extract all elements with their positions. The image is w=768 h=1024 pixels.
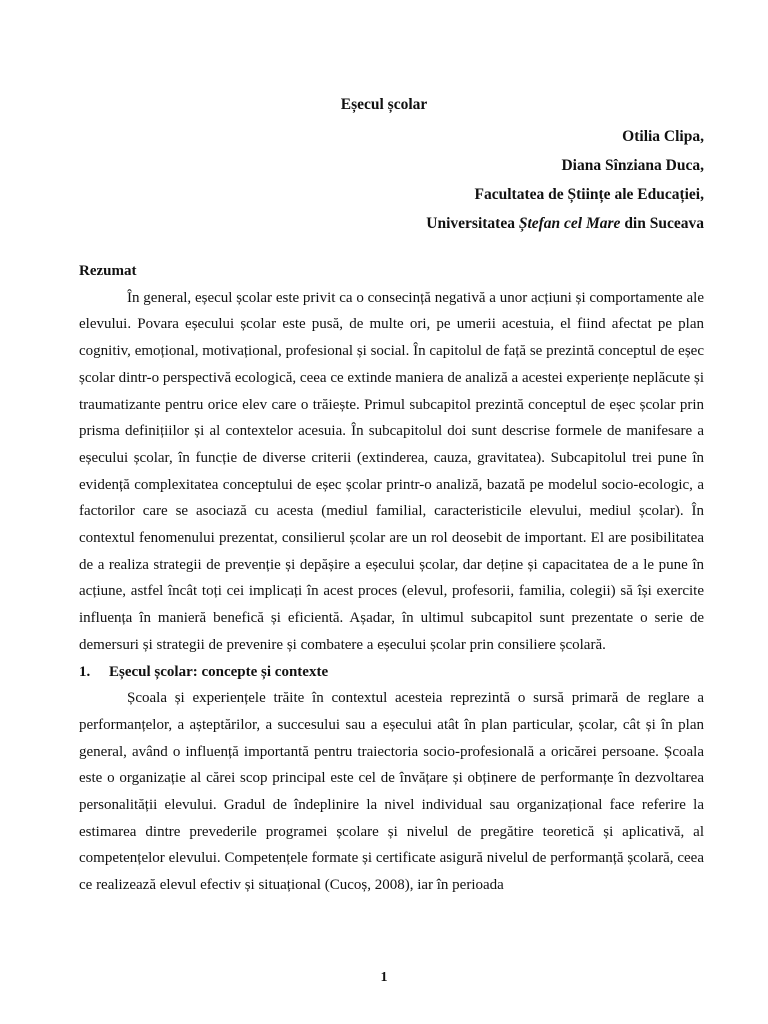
abstract-paragraph: În general, eșecul școlar este privit ca o consecință negativă a unor acțiuni și comportamente ale elevului. Povara eșecului școlar este pusă, de multe ori, pe umerii acestuia, el fiind afectat pe plan cognitiv, emoțional, motivațional, profesional și social. În capitolul de față se prezintă conceptul de eșec școlar dintr-o perspectivă ecologică, ceea ce extinde maniera de analiză a acestei experiențe neplăcute și traumatizante pentru orice elev care o trăiește. Primul subcapitol prezintă conceptul de eșec școlar prin prisma definițiilor și al contextelor acesuia. În subcapitolul doi sunt descrise formele de manifesare a eșecului școlar, în funcție de diverse criterii (extinderea, cauza, gravitatea). Subcapitolul trei pune în evidență complexitatea conceptului de eșec școlar printr-o analiză, bazată pe modelul socio-ecologic, a factorilor care se asociază cu acesta (mediul familial, caracteristicile elevului, mediul școlar). În contextul fenomenului prezentat, consilierul școlar are un rol deosebit de important. El are posibilitatea de a realiza strategii de prevenție și depășire a eșecului școlar, dar deține și capacitatea de a le pune în acțiune, astfel încât toți cei implicați în acest proces (elevul, profesorii, familia, colegii) să își exercite influența în manieră benefică și eficientă. Așadar, în ultimul subcapitol sunt prezentate o serie de demersuri și strategii de prevenire și combatere a eșecului școlar prin consiliere școlară. [79, 289, 704, 653]
author-name-2: Diana Sînziana Duca, [561, 157, 704, 174]
section-paragraph: Școala și experiențele trăite în contextul acesteia reprezintă o sursă primară de reglare a performanțelor, a așteptărilor, a succesului sau a eșecului atât în plan particular, școlar, cât și în plan general, având o influență importantă pentru traiectoria socio-profesională a oricărei persoane. Școala este o organizație al cărei scop principal este cel de învățare și obținere de performanțe în dezvoltarea personalității elevului. Gradul de îndeplinire la nivel individual sau organizațional face referire la estimarea dintre prevederile programei școlare și nivelul de pregătire teoretică și aplicativă, al competențelor elevului. Competențele formate și certificate asigură nivelul de performanță școlară, ceea ce realizează elevul efectiv și situațional (Cucoș, 2008), iar în perioada [79, 690, 704, 894]
university-italic-name: Ștefan cel Mare [518, 215, 621, 232]
university-name [426, 209, 704, 238]
faculty-name: Facultatea de Științe ale Educației, [474, 186, 704, 203]
university-prefix: Universitatea [426, 215, 519, 232]
author-name-1: Otilia Clipa, [622, 128, 704, 145]
document-body [79, 258, 704, 899]
section-number: 1. [79, 663, 91, 680]
page-number: 1 [380, 970, 388, 985]
document-title: Eșecul școlar [340, 96, 428, 113]
abstract-heading: Rezumat [79, 263, 137, 279]
section-heading [79, 659, 704, 686]
author-block [426, 122, 704, 238]
section-title: Eșecul școlar: concepte și contexte [109, 663, 329, 680]
university-suffix: din Suceava [620, 215, 704, 232]
